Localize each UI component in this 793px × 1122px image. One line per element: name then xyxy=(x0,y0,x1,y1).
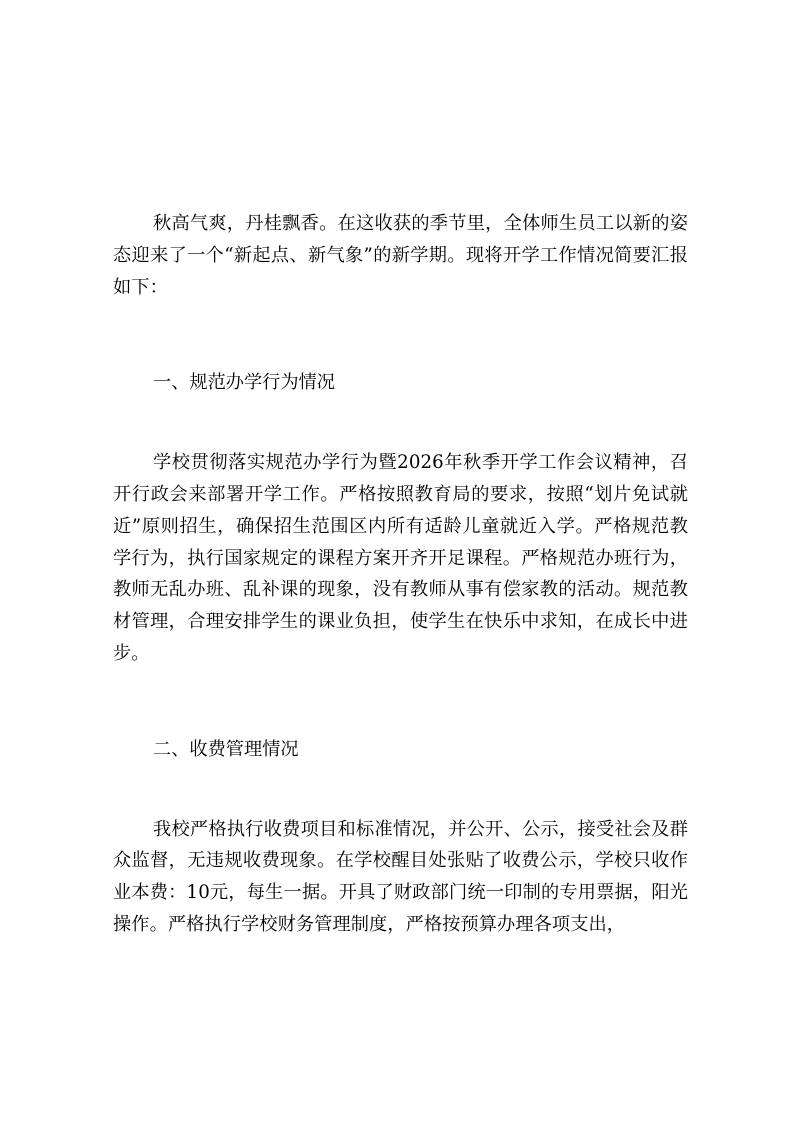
section-1-paragraph: 学校贯彻落实规范办学行为暨2026年秋季开学工作会议精神，召开行政会来部署开学工作。严格按照教育局的要求，按照“划片免试就近”原则招生，确保招生范围区内所有适龄儿童就近入学。严格规范教学行为，执行国家规定的课程方案开齐开足课程。严格规范办班行为，教师无乱办班、乱补课的现象，没有教师从事有偿家教的活动。规范教材管理，合理安排学生的课业负担，使学生在快乐中求知，在成长中进步。 xyxy=(113,452,688,664)
document-page xyxy=(113,208,688,941)
section-2-paragraph: 我校严格执行收费项目和标准情况，并公开、公示，接受社会及群众监督，无违规收费现象。在学校醒目处张贴了收费公示，学校只收作业本费：10元，每生一据。开具了财政部门统一印制的专用票据，阳光操作。严格执行学校财务管理制度，严格按预算办理各项支出， xyxy=(113,818,688,935)
section-1-heading: 一、规范办学行为情况 xyxy=(153,372,335,394)
intro-paragraph: 秋高气爽，丹桂飘香。在这收获的季节里，全体师生员工以新的姿态迎来了一个“新起点、新气象”的新学期。现将开学工作情况简要汇报如下： xyxy=(113,213,688,298)
section-2-heading: 二、收费管理情况 xyxy=(153,738,299,760)
